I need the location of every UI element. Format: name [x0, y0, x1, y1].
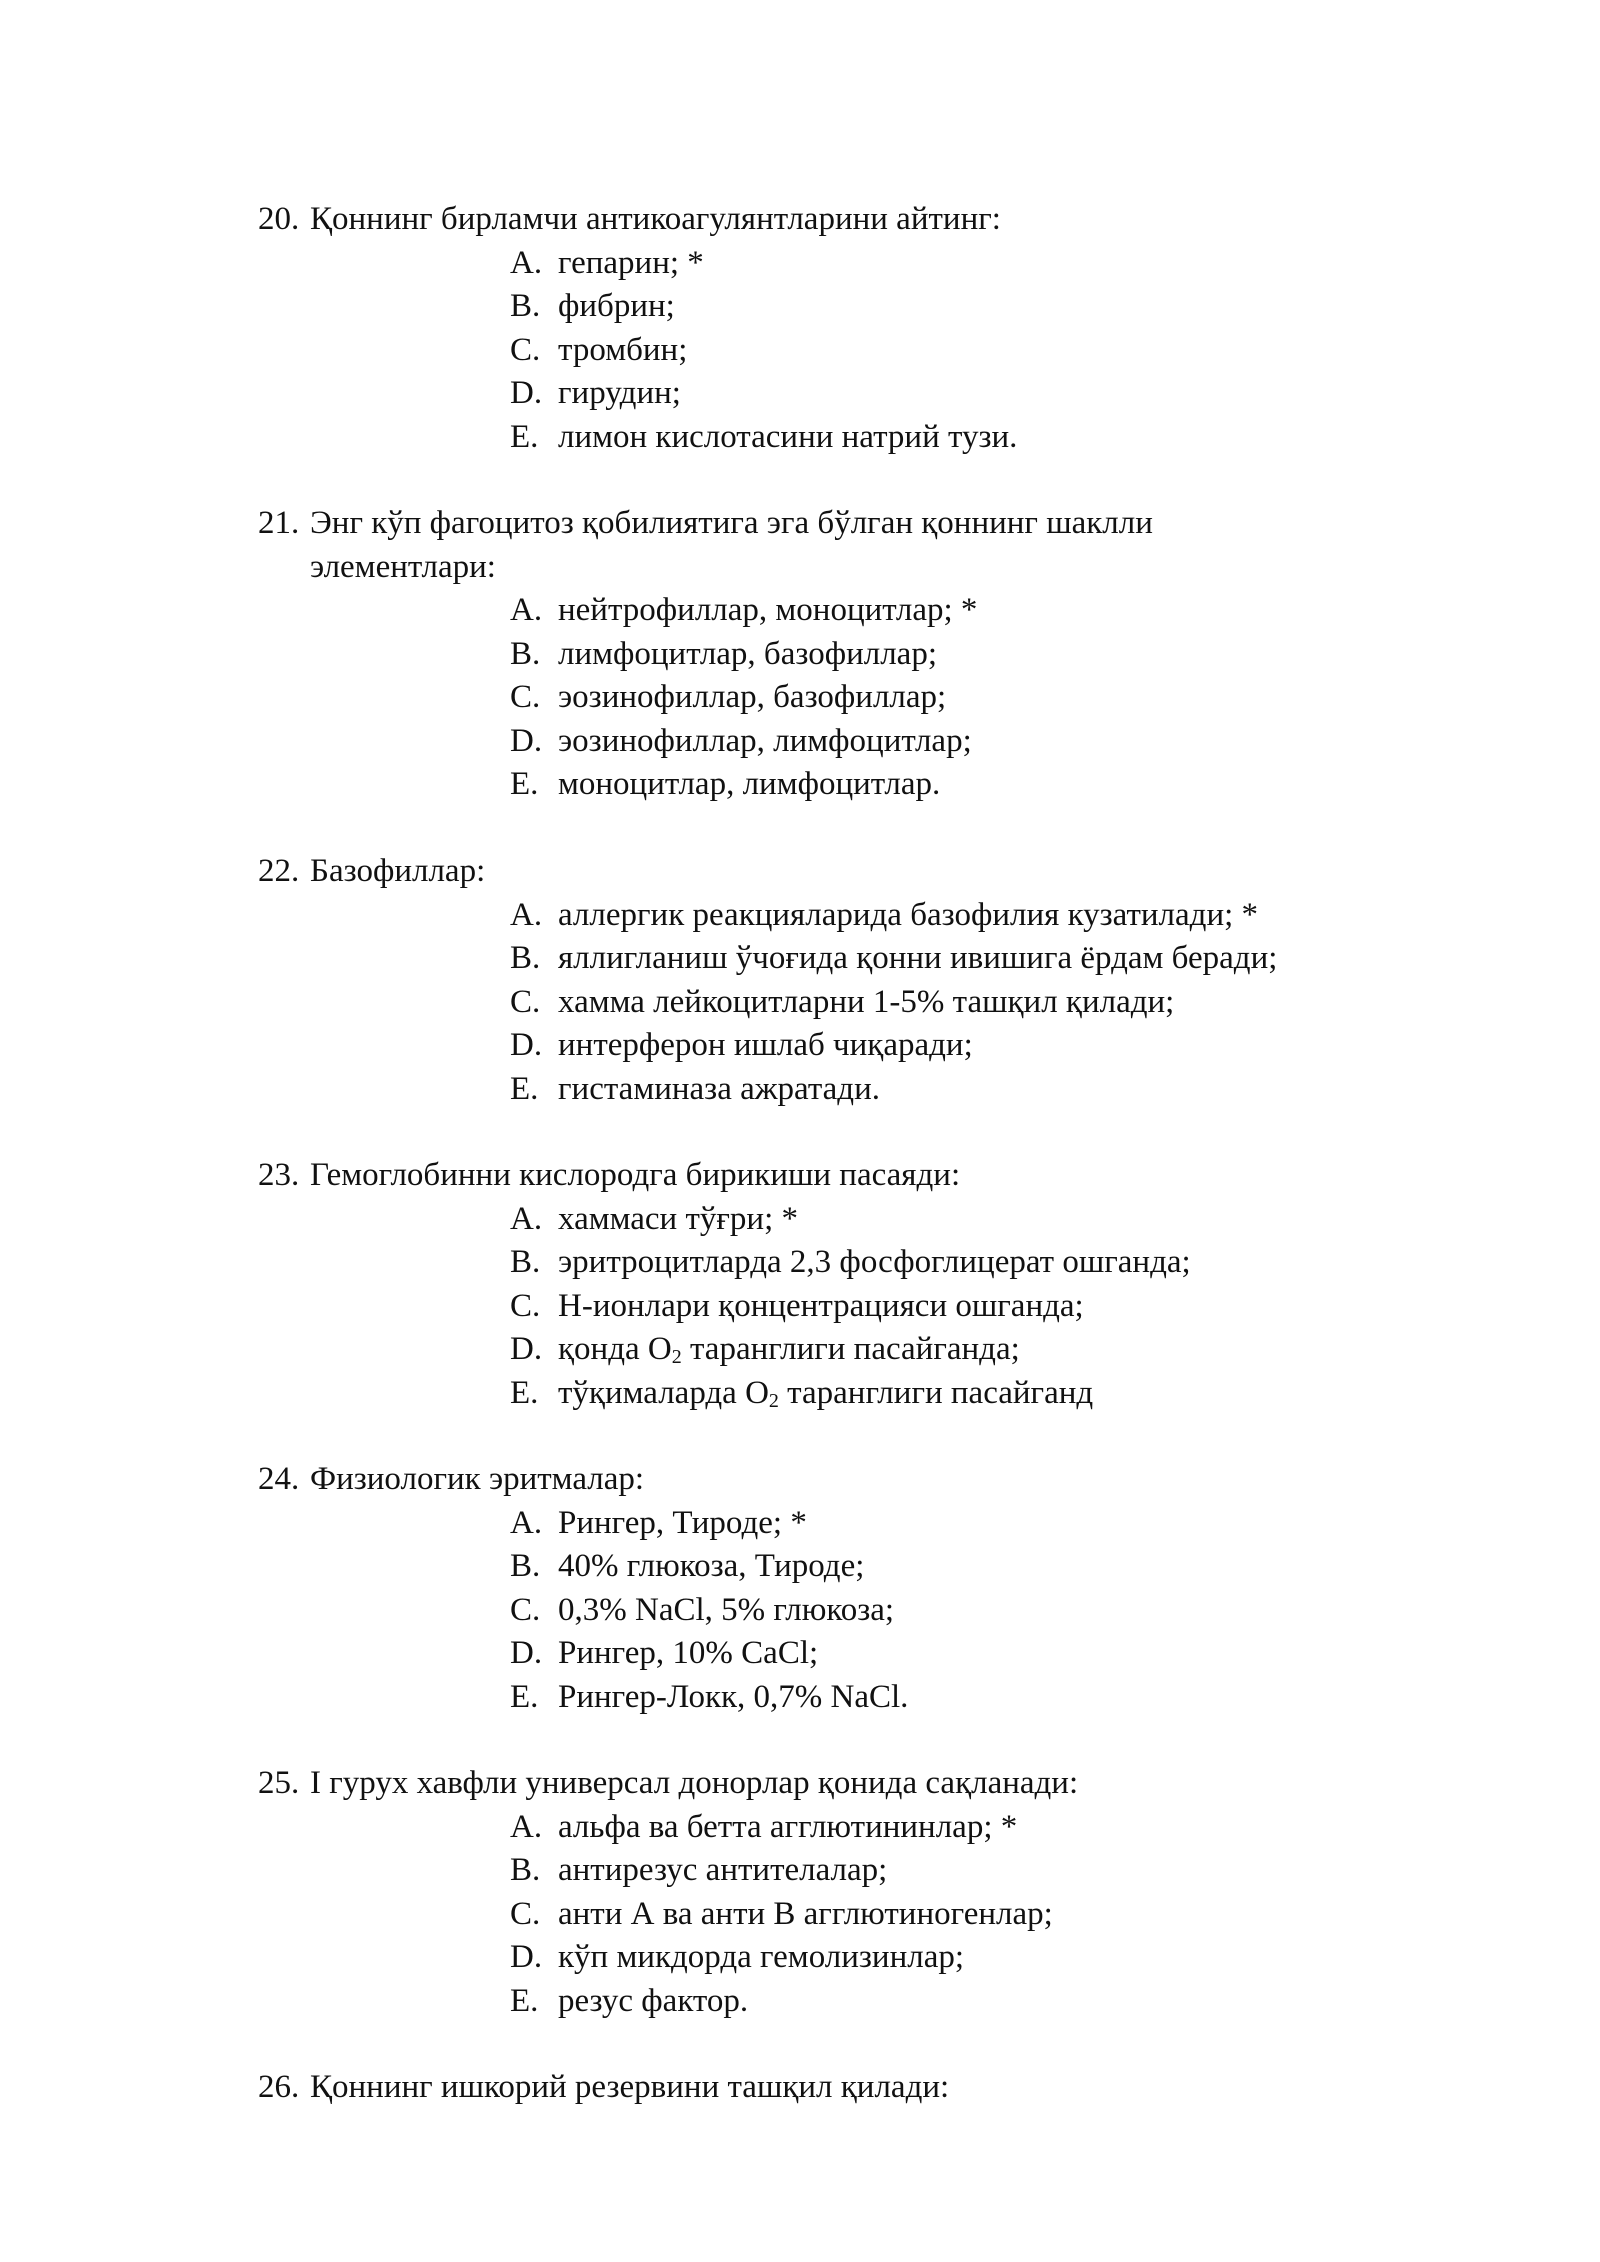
option-letter: B.: [510, 1548, 541, 1584]
option-letter: B.: [510, 940, 541, 976]
option-text: альфа ва бетта агглютининлар; *: [558, 1808, 1018, 1845]
option-d: [510, 720, 1408, 764]
option-text: фибрин;: [558, 288, 675, 324]
option-text: лимон кислотасини натрий тузи.: [558, 418, 1018, 455]
option-a: [510, 242, 1408, 286]
option-letter: A.: [510, 1200, 543, 1237]
option-letter: B.: [510, 288, 541, 324]
option-d: [510, 372, 1408, 416]
option-d: [510, 1328, 1408, 1372]
question-text: Гемоглобинни кислородга бирикиши пасаяди:: [310, 1157, 961, 1193]
option-text: аллергик реакцияларида базофилия кузатилади; *: [558, 896, 1259, 933]
option-letter: A.: [510, 1808, 543, 1845]
option-e: [510, 1980, 1408, 2024]
option-letter: C.: [510, 983, 541, 1020]
option-text: эозинофиллар, лимфоцитлар;: [558, 722, 972, 759]
question-number: 24.: [258, 1461, 300, 1497]
option-letter: E.: [510, 766, 539, 802]
option-letter: C.: [510, 1591, 541, 1628]
option-text: антирезус антителалар;: [558, 1852, 888, 1888]
option-text: гепарин; *: [558, 244, 704, 281]
option-letter: D.: [510, 1635, 543, 1671]
option-d: [510, 1024, 1408, 1068]
option-b: [510, 285, 1408, 329]
question-24: [258, 1458, 1408, 1719]
question-number: 23.: [258, 1157, 300, 1193]
option-text: моноцитлар, лимфоцитлар.: [558, 766, 941, 802]
option-c: [510, 981, 1408, 1025]
question-number: 21.: [258, 505, 300, 541]
option-letter: E.: [510, 418, 539, 455]
option-a: [510, 894, 1408, 938]
option-letter: B.: [510, 1244, 541, 1280]
option-list: [510, 894, 1408, 1112]
option-letter: E.: [510, 1374, 539, 1411]
option-a: [510, 589, 1408, 633]
option-text: гирудин;: [558, 375, 681, 411]
option-b: [510, 937, 1408, 981]
option-list: [510, 1806, 1408, 2024]
option-letter: A.: [510, 592, 543, 628]
option-text: лимфоцитлар, базофиллар;: [558, 635, 938, 672]
option-c: [510, 329, 1408, 373]
option-b: [510, 633, 1408, 677]
question-25: [258, 1762, 1408, 2023]
option-c: [510, 676, 1408, 720]
option-e: [510, 1372, 1408, 1416]
option-e: [510, 763, 1408, 807]
option-letter: B.: [510, 635, 541, 672]
option-text-main: қонда О: [558, 1331, 672, 1367]
option-e: [510, 1676, 1408, 1720]
option-a: [510, 1806, 1408, 1850]
option-a: [510, 1198, 1408, 1242]
question-text: Базофиллар:: [310, 853, 486, 889]
option-b: [510, 1849, 1408, 1893]
option-text: гистаминаза ажратади.: [558, 1070, 881, 1107]
option-text-rest: таранглиги пасайганд: [778, 1374, 1094, 1411]
option-text: [558, 1372, 1093, 1416]
option-letter: C.: [510, 331, 541, 368]
option-text: хаммаси тўғри; *: [558, 1200, 798, 1237]
option-letter: E.: [510, 1070, 539, 1107]
option-text: 40% глюкоза, Тироде;: [558, 1548, 865, 1584]
option-e: [510, 416, 1408, 460]
question-23: [258, 1154, 1408, 1415]
question-26: [258, 2066, 1408, 2110]
option-text: хамма лейкоцитларни 1-5% ташқил қилади;: [558, 983, 1175, 1020]
question-text: Қоннинг бирламчи антикоагулянтларини айтинг:: [310, 201, 1001, 237]
option-letter: C.: [510, 1287, 541, 1324]
option-text: нейтрофиллар, моноцитлар; *: [558, 592, 978, 628]
option-text: 0,3% NaCl, 5% глюкоза;: [558, 1591, 895, 1628]
option-text: [558, 1328, 1020, 1372]
option-text: резус фактор.: [558, 1982, 749, 2019]
option-list: [510, 1198, 1408, 1416]
option-letter: D.: [510, 722, 543, 759]
subscript: 2: [768, 1389, 779, 1412]
option-list: [510, 242, 1408, 460]
option-e: [510, 1068, 1408, 1112]
subscript: 2: [671, 1346, 682, 1368]
option-text: яллигланиш ўчоғида қонни ивишига ёрдам беради;: [558, 940, 1278, 976]
option-text-rest: таранглиги пасайганда;: [681, 1331, 1020, 1367]
question-text: Қоннинг ишкорий резервини ташқил қилади:: [310, 2069, 950, 2105]
option-letter: A.: [510, 896, 543, 933]
option-text-main: тўқималарда О: [558, 1374, 769, 1411]
option-list: [510, 1502, 1408, 1720]
option-letter: A.: [510, 244, 543, 281]
option-text: Рингер-Локк, 0,7% NaCl.: [558, 1678, 909, 1715]
option-letter: D.: [510, 1331, 543, 1367]
option-d: [510, 1632, 1408, 1676]
option-c: [510, 1589, 1408, 1633]
option-letter: D.: [510, 1939, 543, 1975]
option-c: [510, 1893, 1408, 1937]
option-d: [510, 1936, 1408, 1980]
question-text: Физиологик эритмалар:: [310, 1461, 645, 1497]
question-number: 20.: [258, 201, 300, 237]
option-letter: B.: [510, 1852, 541, 1888]
option-text: Н-ионлари қонцентрацияси ошганда;: [558, 1287, 1084, 1324]
option-text: интерферон ишлаб чиқаради;: [558, 1027, 973, 1063]
option-text: эритроцитларда 2,3 фосфоглицерат ошганда;: [558, 1244, 1191, 1280]
option-text: Рингер, 10% CaCl;: [558, 1635, 819, 1671]
question-text: I гурух хавфли универсал донорлар қонида сақланади:: [310, 1765, 1079, 1801]
option-text: анти А ва анти В агглютиногенлар;: [558, 1895, 1053, 1932]
question-number: 25.: [258, 1765, 300, 1801]
option-text: эозинофиллар, базофиллар;: [558, 679, 947, 715]
option-letter: C.: [510, 1895, 541, 1932]
question-number: 22.: [258, 853, 300, 889]
question-text: Энг кўп фагоцитоз қобилиятига эга бўлган қоннинг шаклли элементлари:: [310, 505, 1153, 585]
option-letter: C.: [510, 679, 541, 715]
question-20: [258, 198, 1408, 459]
option-letter: A.: [510, 1504, 543, 1541]
option-list: [510, 589, 1408, 807]
question-21: [258, 502, 1408, 807]
question-number: 26.: [258, 2069, 300, 2105]
option-text: кўп микдорда гемолизинлар;: [558, 1939, 965, 1975]
option-letter: D.: [510, 375, 543, 411]
option-letter: E.: [510, 1982, 539, 2019]
option-a: [510, 1502, 1408, 1546]
option-text: тромбин;: [558, 331, 688, 368]
option-letter: E.: [510, 1678, 539, 1715]
option-b: [510, 1545, 1408, 1589]
option-letter: D.: [510, 1027, 543, 1063]
option-c: [510, 1285, 1408, 1329]
question-22: [258, 850, 1408, 1111]
option-b: [510, 1241, 1408, 1285]
option-text: Рингер, Тироде; *: [558, 1504, 807, 1541]
